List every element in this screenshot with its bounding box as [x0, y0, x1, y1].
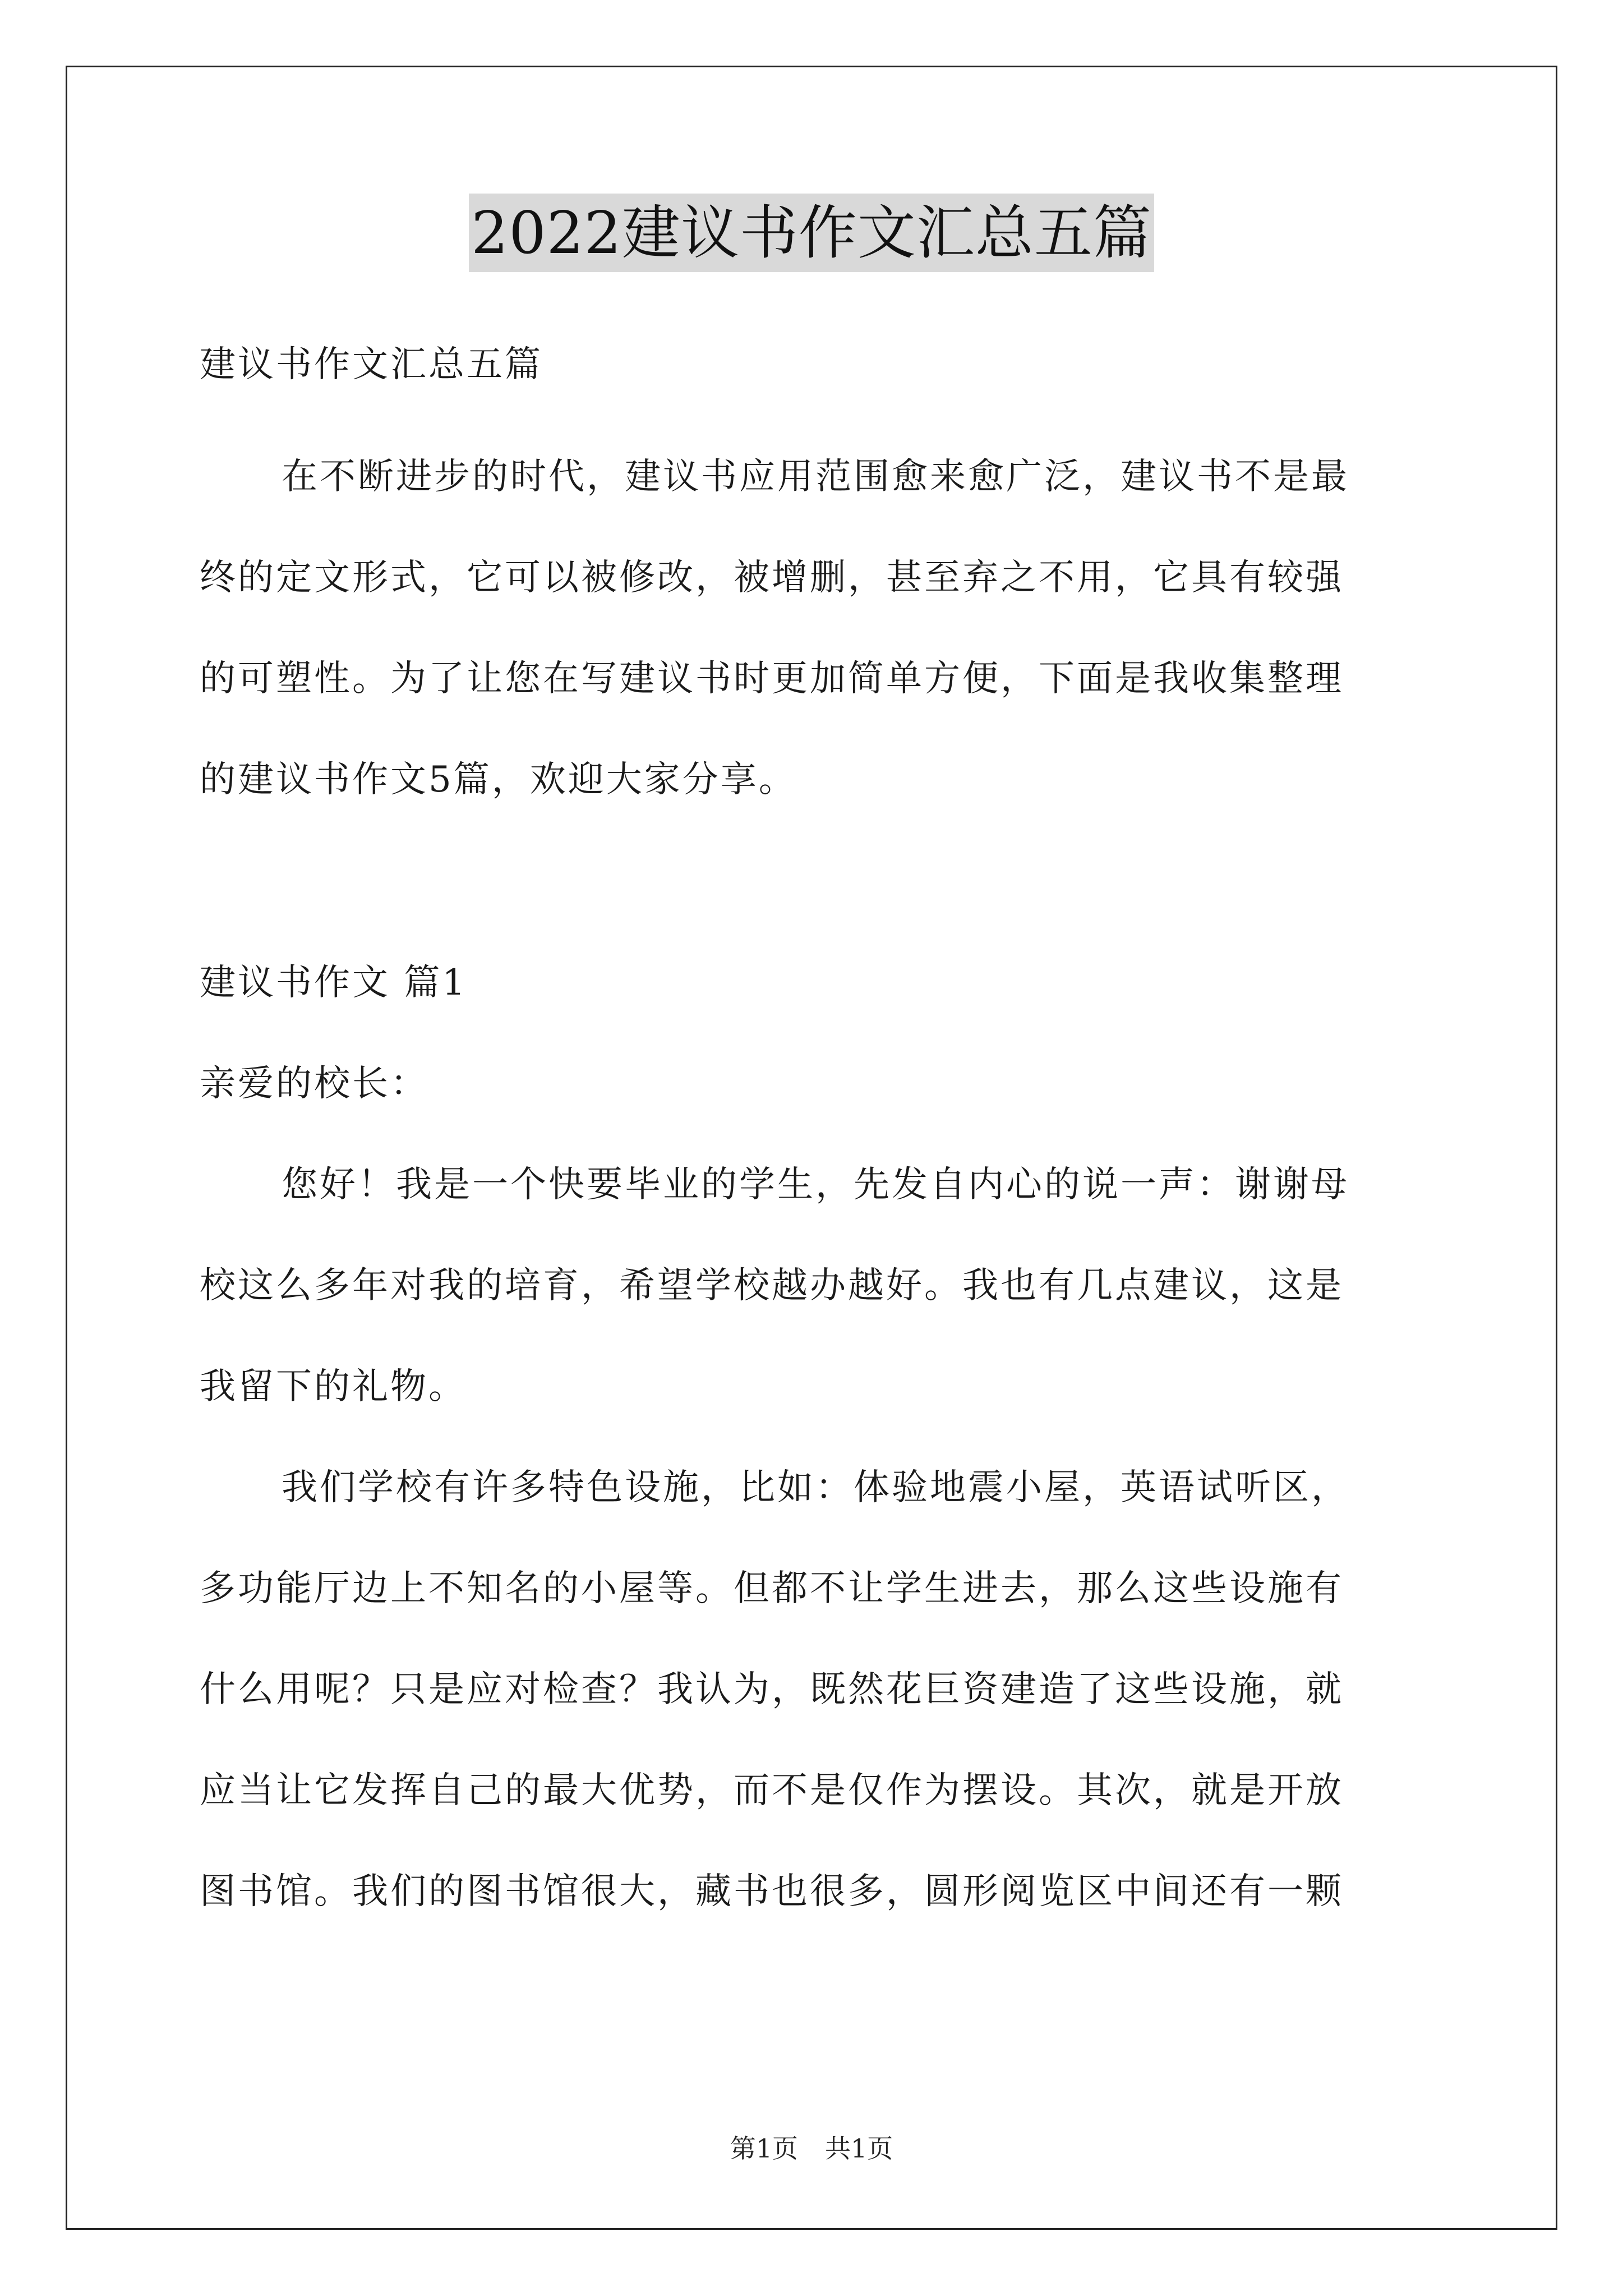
page-footer	[0, 2132, 1623, 2165]
page-number: 第1页	[730, 2133, 798, 2164]
subtitle: 建议书作文汇总五篇	[200, 344, 543, 385]
para2-line: 图书馆。我们的图书馆很大，藏书也很多，圆形阅览区中间还有一颗	[200, 1871, 1344, 1912]
section-heading: 建议书作文 篇1	[200, 962, 468, 1004]
page-total: 共1页	[825, 2133, 893, 2164]
document-body	[200, 337, 1428, 1920]
document-title: 2022建议书作文汇总五篇	[469, 194, 1154, 272]
para2-line: 应当让它发挥自己的最大优势，而不是仅作为摆设。其次，就是开放	[200, 1770, 1344, 1811]
intro-line: 的建议书作文5篇，欢迎大家分享。	[200, 759, 797, 800]
title-block	[0, 194, 1623, 272]
para1-line: 您好！我是一个快要毕业的学生，先发自内心的说一声：谢谢母	[282, 1164, 1349, 1205]
para2-line: 我们学校有许多特色设施，比如：体验地震小屋，英语试听区，	[282, 1467, 1349, 1508]
para1-line: 我留下的礼物。	[200, 1366, 467, 1407]
para2-line: 多功能厅边上不知名的小屋等。但都不让学生进去，那么这些设施有	[200, 1568, 1344, 1609]
salutation: 亲爱的校长：	[200, 1063, 428, 1105]
intro-line: 的可塑性。为了让您在写建议书时更加简单方便，下面是我收集整理	[200, 658, 1344, 700]
intro-line: 在不断进步的时代，建议书应用范围愈来愈广泛，建议书不是最	[282, 456, 1349, 498]
para1-line: 校这么多年对我的培育，希望学校越办越好。我也有几点建议，这是	[200, 1265, 1344, 1306]
para2-line: 什么用呢？只是应对检查？我认为，既然花巨资建造了这些设施，就	[200, 1669, 1344, 1710]
intro-line: 终的定文形式，它可以被修改，被增删，甚至弃之不用，它具有较强	[200, 557, 1344, 599]
